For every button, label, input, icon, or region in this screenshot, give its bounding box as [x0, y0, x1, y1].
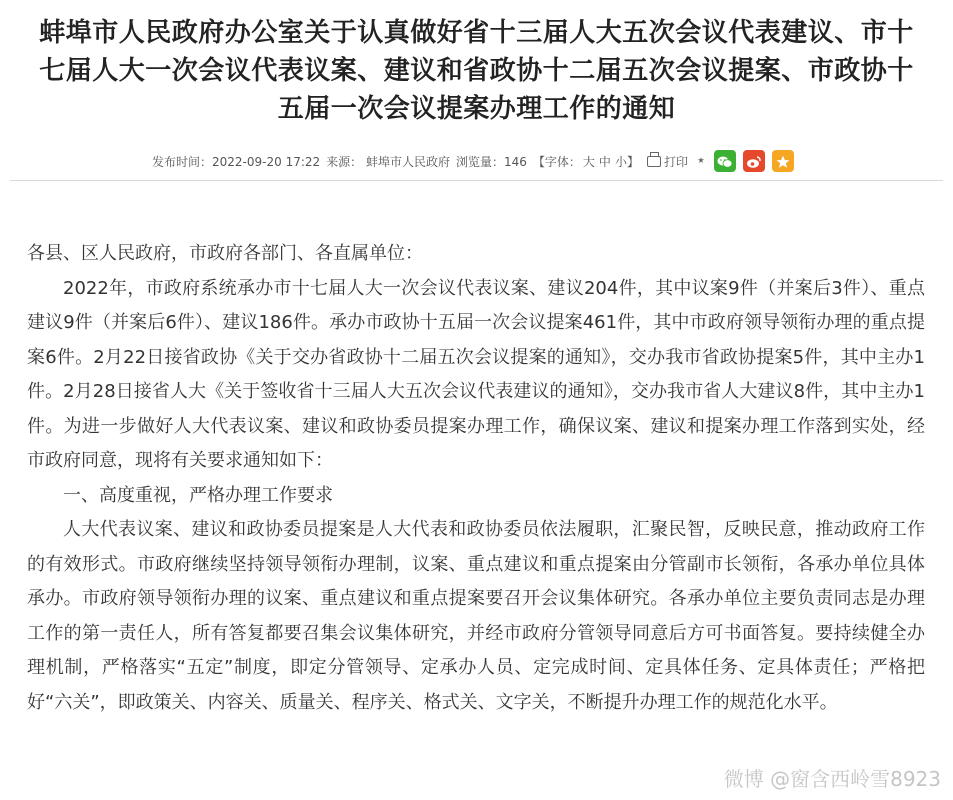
share-icon[interactable]: ⭑	[697, 153, 705, 168]
publish-time: 发布时间：2022-09-20 17:22	[152, 154, 321, 169]
font-size-label: 【字体：	[532, 154, 581, 169]
font-size-control	[533, 153, 641, 170]
body-paragraph: 2022年，市政府系统承办市十七届人大一次会议代表议案、建议204件，其中议案9件（并案后3件）、重点建议9件（并案后6件）、建议186件。承办市政协十五届一次会议提案461件，其中市政府领导领衔办理的重点提案6件。2月22日接省政协《关于交办省政协十二届五次会议提案的通知》，交办我市省政协提案5件，其中主办1件。2月28日接省人大《关于签收省十三届人大五次会议代表建议的通知》，交办我市省人大建议8件，其中主办1件。为进一步做好人大代表议案、建议和政协委员提案办理工作，确保议案、建议和提案办理工作落到实处，经市政府同意，现将有关要求通知如下：	[27, 277, 925, 471]
wechat-share-button[interactable]	[714, 150, 736, 172]
weibo-share-button[interactable]	[743, 150, 765, 172]
wechat-icon	[717, 155, 733, 169]
article-title	[20, 14, 933, 128]
section-heading: 一、高度重视，严格办理工作要求	[63, 484, 333, 506]
view-count: 浏览量：146	[455, 154, 527, 169]
article-meta-bar	[0, 149, 953, 173]
salutation: 各县、区人民政府，市政府各部门、各直属单位：	[27, 243, 423, 264]
article-title-line-3: 五届一次会议提案办理工作的通知	[277, 94, 676, 124]
favorite-button[interactable]	[772, 150, 794, 172]
print-button[interactable]	[647, 153, 688, 170]
watermark: 微博 @窗含西岭雪8923	[723, 767, 941, 791]
font-size-small-button[interactable]: 小】	[614, 154, 639, 169]
font-size-medium-button[interactable]: 中	[598, 154, 611, 169]
title-divider	[10, 180, 943, 181]
print-label: 打印	[663, 154, 688, 169]
article-title-line-1: 蚌埠市人民政府办公室关于认真做好省十三届人大五次会议代表建议、市十	[39, 18, 914, 48]
weibo-icon	[746, 155, 762, 169]
body-paragraph: 人大代表议案、建议和政协委员提案是人大代表和政协委员依法履职，汇聚民智，反映民意，推动政府工作的有效形式。市政府继续坚持领导领衔办理制，议案、重点建议和重点提案由分管副市长领衔，各承办单位具体承办。市政府领导领衔办理的议案、重点建议和重点提案要召开会议集体研究。各承办单位主要负责同志是办理工作的第一责任人，所有答复都要召集会议集体研究，并经市政府分管领导同意后方可书面答复。要持续健全办理机制，严格落实“五定”制度，即定分管领导、定承办人员、定完成时间、定具体任务、定具体责任；严格把好“六关”，即政策关、内容关、质量关、程序关、格式关、文字关，不断提升办理工作的规范化水平。	[27, 519, 925, 713]
article-source: 来源： 蚌埠市人民政府	[326, 154, 450, 169]
star-icon	[776, 155, 790, 169]
article-body	[27, 237, 925, 720]
font-size-large-button[interactable]: 大	[582, 154, 595, 169]
printer-icon	[647, 156, 661, 167]
article-title-line-2: 七届人大一次会议代表议案、建议和省政协十二届五次会议提案、市政协十	[39, 56, 914, 86]
